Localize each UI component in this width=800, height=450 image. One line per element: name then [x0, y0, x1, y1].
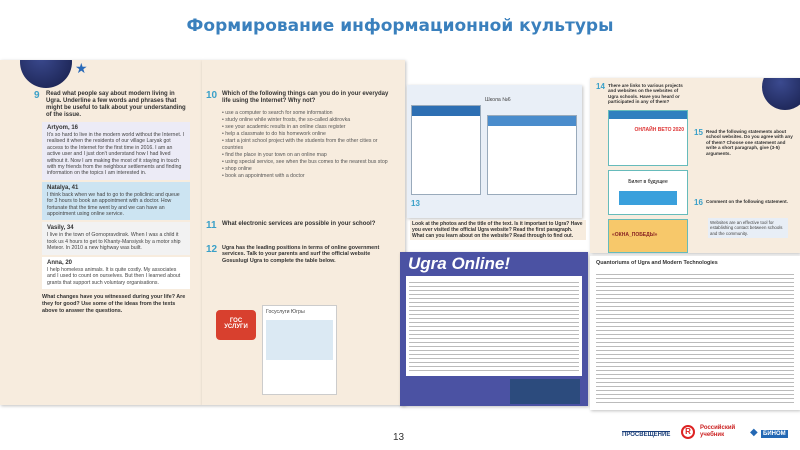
page-number: 13 [393, 432, 405, 443]
tower-illustration [762, 78, 800, 110]
list-item: • see your academic results in an online class register [222, 124, 392, 131]
project-screenshot [608, 170, 688, 215]
gosuslugi-logo: ГОС УСЛУГИ [216, 310, 256, 340]
task-number: 13 [411, 199, 420, 208]
activity-list [222, 110, 392, 180]
quantorium-page [590, 256, 800, 410]
gosuslugi-site-screenshot [262, 305, 337, 395]
article-photo [510, 379, 580, 404]
textbook-page-second [202, 60, 405, 405]
task-number: 9 [34, 90, 40, 101]
prosveshchenie-logo: ПРОСВЕЩЕНИЕ [622, 432, 671, 438]
list-item: • find the place in your town on an online map [222, 152, 392, 159]
list-item: • shop online [222, 166, 392, 173]
task-12-text: Ugra has the leading positions in terms of online government services. Talk to your parents and surf the official website Gosuslugi Ugra to complete the table below. [222, 245, 380, 264]
rossiysky-uchebnik-icon: R [681, 425, 695, 439]
binom-bird-icon: ◆ [750, 427, 758, 438]
person-card [42, 122, 190, 180]
star-icon: ★ [75, 60, 88, 76]
list-item: • book an appointment with a doctor [222, 173, 392, 180]
task-number: 10 [206, 90, 218, 101]
article-text [596, 271, 794, 405]
school-site-label: Школа №6 [485, 97, 511, 103]
task-number: 14 [596, 82, 605, 91]
website-screenshots-page [407, 85, 582, 218]
project-screenshot [608, 110, 688, 166]
task-13-text: Look at the photos and the title of the text. Is it important to Ugra? Have you ever visited the official Ugra website? Read the first paragraph. What can you learn about on the website? Read through to find out. [410, 220, 586, 240]
binom-logo: БИНОМ [763, 431, 786, 437]
person-name: Vasily, 34 [47, 225, 74, 232]
task-9-text: Read what people say about modern living in Ugra. Underline a few words and phrases that might be useful to talk about your understanding of the issue. [46, 91, 186, 118]
task-number: 15 [694, 128, 703, 137]
ugra-online-page [400, 252, 588, 406]
task-11-text: What electronic services are possible in your school? [222, 221, 376, 227]
person-text: I help homeless animals. It is quite costly. My associates and I used to count on ourselves. But then I learned about grants that support such voluntary organisations. [47, 266, 181, 286]
person-text: I think back when we had to go to the policlinic and queue for 3 hours to book an appointment with a doctor. How fortunate that the time went by and we can have an appointment using online service. [47, 191, 180, 218]
rossiysky-uchebnik-logo: Российский учебник [700, 425, 736, 438]
list-item: • help a classmate to do his homework online [222, 131, 392, 138]
person-name: Artyom, 16 [47, 125, 79, 131]
people-cards [42, 122, 190, 315]
list-item: • use a computer to search for some information [222, 110, 392, 117]
person-name: Natalya, 41 [47, 184, 79, 191]
list-item: • start a joint school project with the students from the other cities or countries [222, 138, 392, 152]
person-text: It's so hard to live in the modern world without the Internet. I realised it when the residents of our village Laryak got access to the Internet for the first time in 2016. I am an active user and I just don't understand how I had lived without it. Now I am making the most of it staying in touch with my friends from the neighbour settlements and finding information on the topics I am interested in. [47, 132, 185, 177]
list-item: • study online while winter frosts, the so-called aktirovka [222, 117, 392, 124]
person-text: I live in the town of Gornopravdinsk. When I was a child it took us 4 hours to get to Khanty-Mansiysk by a motor ship Meteor. In 2010 a new highway was built. [47, 232, 181, 252]
person-name: Anna, 20 [47, 259, 73, 266]
quote-box: Websites are an effective tool for establishing contact between schools and the community. [708, 218, 788, 238]
task-10-text: Which of the following things can you do in your everyday life using the Internet? Why not? [222, 91, 389, 104]
website-screenshot [487, 115, 577, 195]
website-screenshot [411, 105, 481, 195]
list-item: • using special service, see when the bus comes to the nearest bus stop [222, 159, 392, 166]
textbook-page-right [590, 78, 800, 253]
future-label: Билет в будущее [628, 179, 668, 185]
task-15-text: Read the following statements about school websites. Do you agree with any of them? Choose one statement and write a short paragraph, give (3-5) arguments. [706, 129, 793, 156]
quantorium-title: Quantoriums of Ugra and Modern Technologies [596, 260, 718, 266]
banner-text: ОНЛАЙН ВЕТО 2020 [634, 127, 684, 133]
slide-title: Формирование информационной культуры [186, 16, 614, 36]
task-number: 16 [694, 198, 703, 207]
tower-illustration [20, 60, 72, 88]
project-screenshot [608, 219, 688, 253]
site-label: Госуслуги Югры [266, 309, 305, 315]
article-text [406, 276, 582, 376]
task-number: 11 [206, 220, 217, 231]
task-14-text: There are links to various projects and websites on the websites of Ugra schools. Have you heard or participated in any of them? [608, 83, 683, 105]
victory-label: «ОКНА_ПОБЕДЫ» [612, 232, 658, 238]
person-card [42, 222, 190, 254]
task-16-text: Comment on the following statement. [706, 199, 788, 204]
question-text: What changes have you witnessed during your life? Are they for good? Use some of the ideas from the texts above to answer the questions. [42, 293, 186, 314]
task-number: 12 [206, 244, 218, 255]
person-card [42, 257, 190, 289]
textbook-page-left [0, 60, 202, 405]
headline: Ugra Online! [408, 254, 511, 273]
person-card [42, 182, 190, 221]
